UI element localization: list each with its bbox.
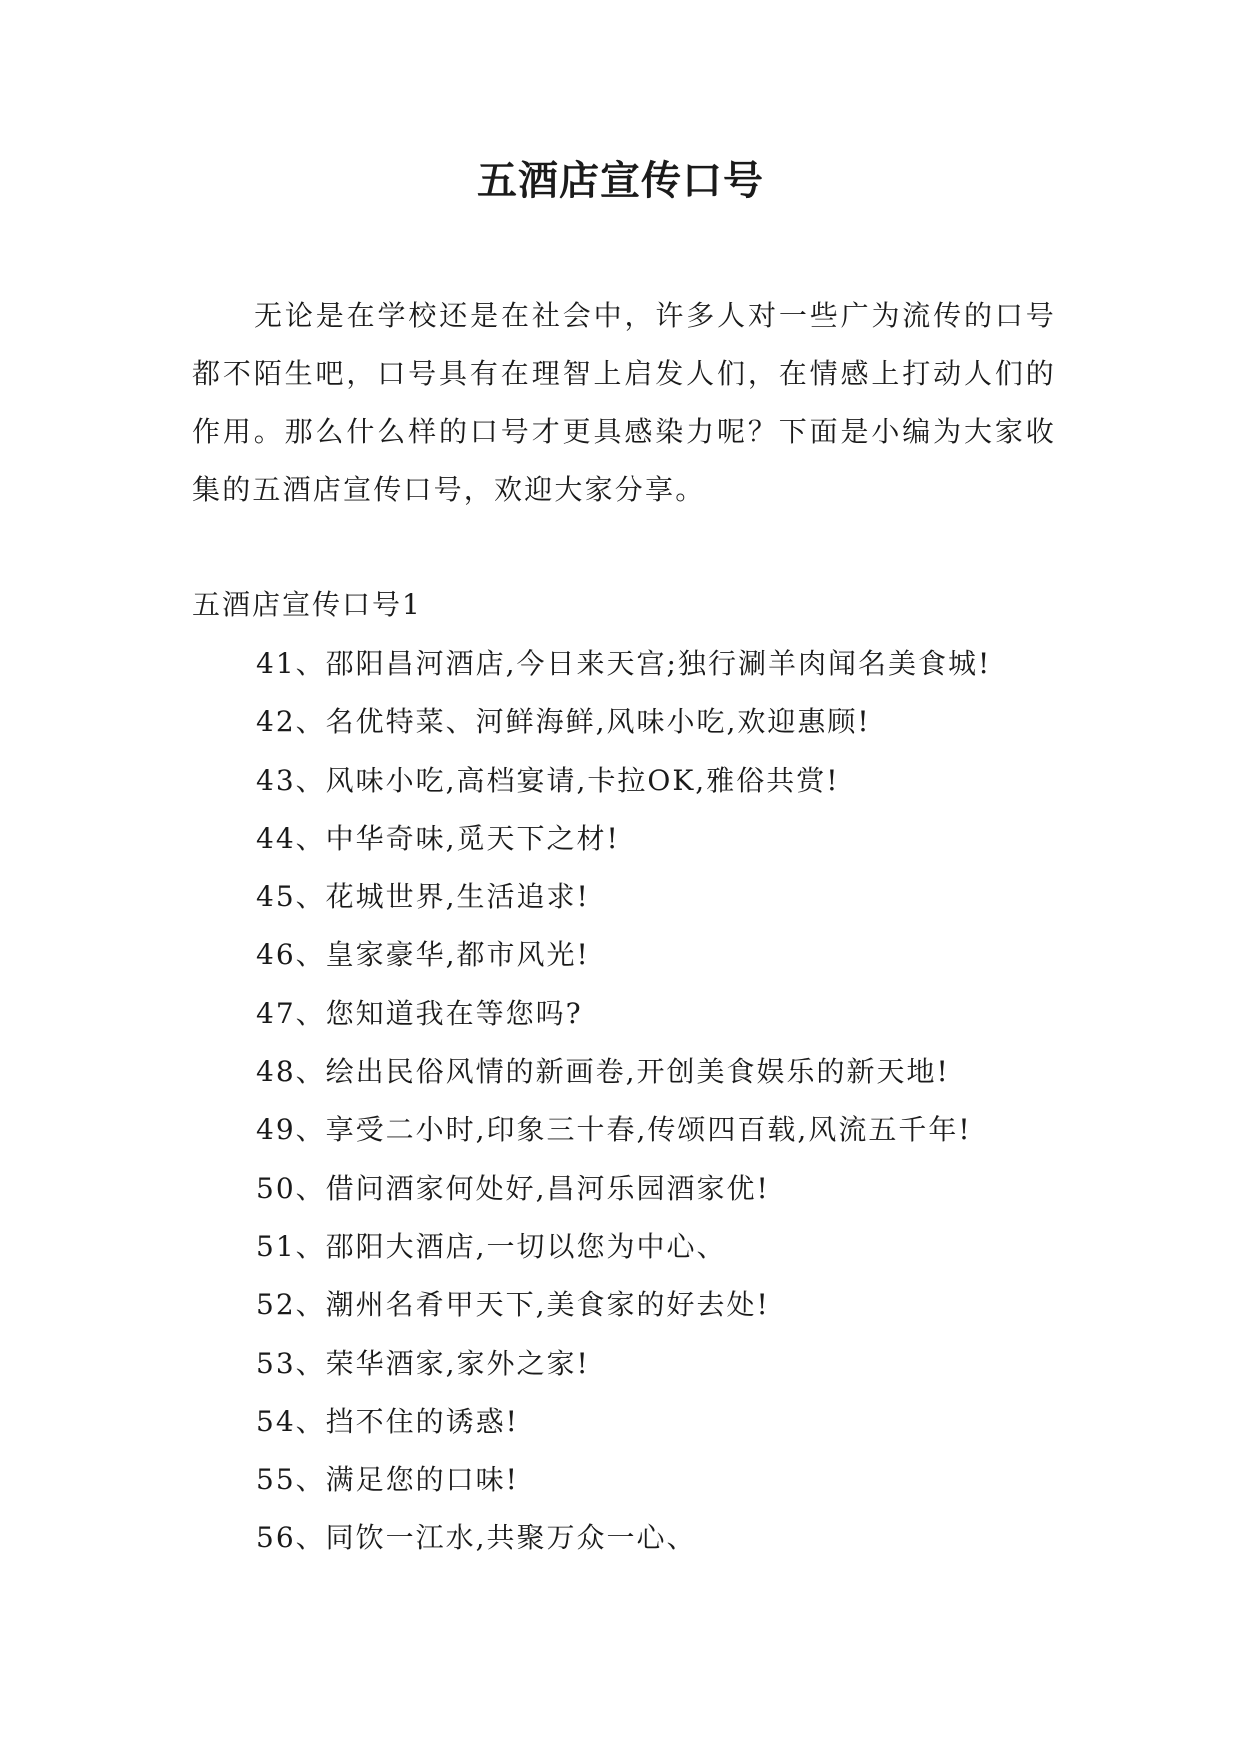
list-item: 41、邵阳昌河酒店,今日来天宫;独行涮羊肉闻名美食城! — [256, 647, 992, 680]
list-item: 45、花城世界,生活追求! — [256, 880, 590, 914]
list-item: 44、中华奇味,觅天下之材! — [256, 821, 620, 855]
section-heading: 五酒店宣传口号1 — [192, 588, 422, 621]
list-item: 42、名优特菜、河鲜海鲜,风味小吃,欢迎惠顾! — [256, 705, 871, 739]
list-item: 50、借问酒家何处好,昌河乐园酒家优! — [256, 1171, 770, 1205]
list-item: 48、绘出民俗风情的新画卷,开创美食娱乐的新天地! — [256, 1055, 950, 1089]
list-item: 51、邵阳大酒店,一切以您为中心、 — [256, 1229, 727, 1263]
list-item: 46、皇家豪华,都市风光! — [256, 938, 590, 972]
list-item: 43、风味小吃,高档宴请,卡拉OK,雅俗共赏! — [256, 763, 840, 797]
list-item: 47、您知道我在等您吗? — [256, 996, 583, 1030]
list-item: 55、满足您的口味! — [256, 1463, 519, 1497]
list-item: 52、潮州名肴甲天下,美食家的好去处! — [256, 1288, 770, 1322]
document-title: 五酒店宣传口号 — [477, 157, 764, 204]
list-item: 56、同饮一江水,共聚万众一心、 — [256, 1521, 697, 1555]
slogan-list — [256, 644, 991, 1577]
intro-paragraph: 无论是在学校还是在社会中，许多人对一些广为流传的口号都不陌生吧，口号具有在理智上启发人们，在情感上打动人们的作用。那么什么样的口号才更具感染力呢？下面是小编为大家收集的五酒店宣传口号，欢迎大家分享。 — [192, 299, 1056, 506]
list-item: 53、荣华酒家,家外之家! — [256, 1346, 590, 1380]
list-item: 54、挡不住的诱惑! — [256, 1404, 519, 1438]
list-item: 49、享受二小时,印象三十春,传颂四百载,风流五千年! — [256, 1113, 972, 1147]
